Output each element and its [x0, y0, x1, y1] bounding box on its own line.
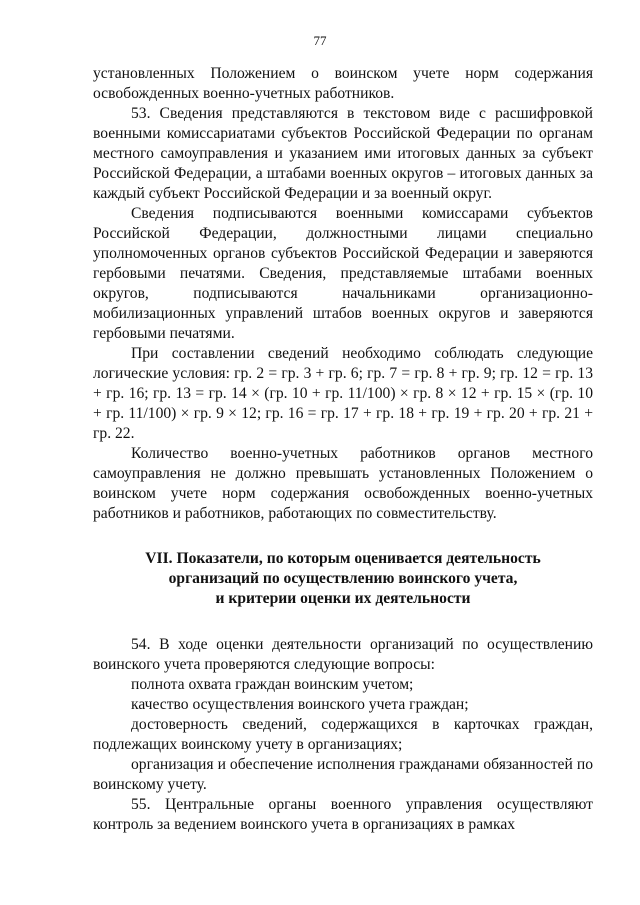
paragraph-53: 53. Сведения представляются в текстовом виде с расшифровкой военными комиссариатами субъектов Российской Федерации по органам местного самоуправления и указанием ими итоговых данных за субъект Российской Федерации, а штабами военных округов – итоговых данных за каждый субъект Российской Федерации и за военный округ. — [93, 105, 593, 202]
list-item: достоверность сведений, содержащихся в карточках граждан, подлежащих воинскому учету в организациях; — [93, 716, 593, 753]
paragraph-continuation: установленных Положением о воинском учете норм содержания освобожденных военно-учетных работников. — [93, 65, 593, 102]
section-heading-line: организаций по осуществлению воинского учета, — [168, 570, 518, 587]
document-body — [93, 64, 593, 835]
section-heading-line: и критерии оценки их деятельности — [215, 590, 471, 607]
page-number: 77 — [313, 33, 327, 48]
list-item: организация и обеспечение исполнения гражданами обязанностей по воинскому учету. — [93, 756, 593, 793]
list-item: качество осуществления воинского учета граждан; — [131, 696, 469, 713]
paragraph-54: 54. В ходе оценки деятельности организаций по осуществлению воинского учета проверяются следующие вопросы: — [93, 636, 593, 673]
paragraph-logic-conditions: При составлении сведений необходимо соблюдать следующие логические условия: гр. 2 = гр. 3 + гр. 6; гр. 7 = гр. 8 + гр. 9; гр. 12 = гр. 13 + гр. 16; гр. 13 = гр. 14 × (гр. 10 + гр. 11/100) × гр. 8 × 12 + гр. 15 × (гр. 10 + гр. 11/100) × гр. 9 × 12; гр. 16 = гр. 17 + гр. 18 + гр. 19 + гр. 20 + гр. 21 + гр. 22. — [93, 345, 593, 442]
paragraph-quantity: Количество военно-учетных работников органов местного самоуправления не должно превышать установленных Положением о воинском учете норм содержания освобожденных военно-учетных работников и работников, работающих по совместительству. — [93, 445, 593, 522]
paragraph-55: 55. Центральные органы военного управления осуществляют контроль за ведением воинского учета в организациях в рамках — [93, 796, 593, 833]
section-heading — [93, 549, 593, 609]
paragraph-signing: Сведения подписываются военными комиссарами субъектов Российской Федерации, должностными лицами специально уполномоченных органов субъектов Российской Федерации и заверяются гербовыми печатями. Сведения, представляемые штабами военных округов, подписываются начальниками организационно-мобилизационных управлений штабов военных округов и заверяются гербовыми печатями. — [93, 205, 593, 342]
list-item: полнота охвата граждан воинским учетом; — [131, 676, 414, 693]
section-heading-line: VII. Показатели, по которым оценивается деятельность — [145, 550, 541, 567]
